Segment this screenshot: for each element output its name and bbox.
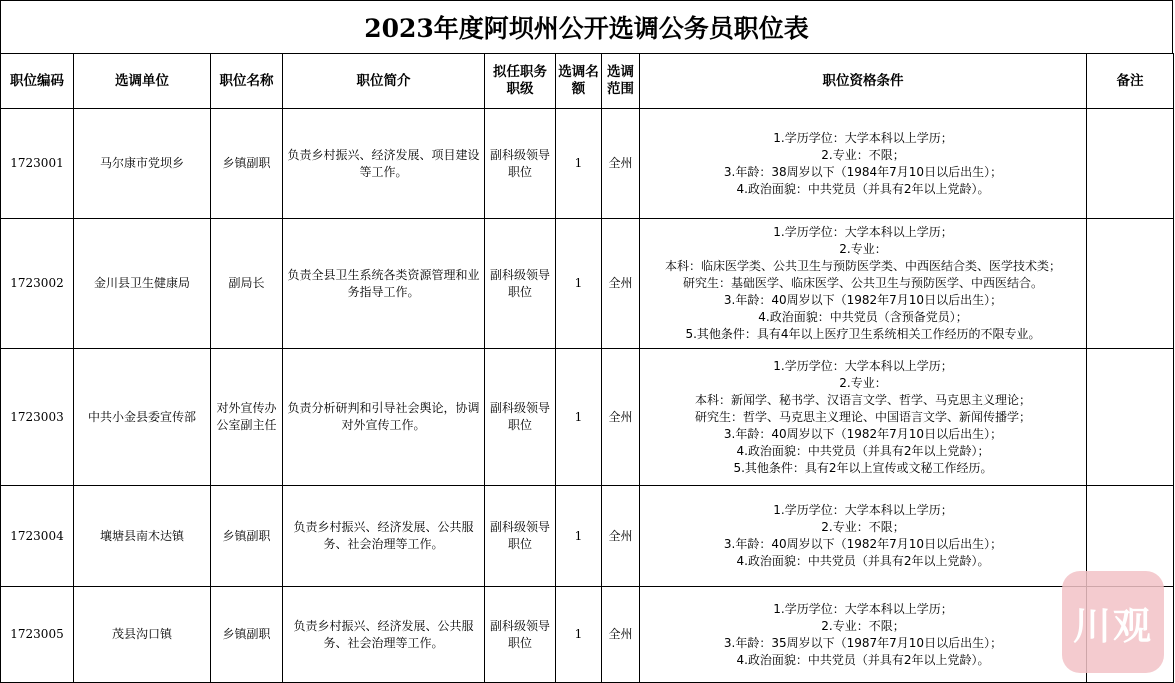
cell-position: 乡镇副职	[211, 109, 283, 219]
cell-code: 1723003	[1, 349, 74, 486]
header-intro: 职位简介	[283, 54, 485, 109]
condition-line: 3.年龄：40周岁以下（1982年7月10日以后出生）；	[723, 426, 1003, 441]
condition-line: 1.学历学位：大学本科以上学历；	[773, 503, 953, 517]
condition-line: 本科：临床医学类、公共卫生与预防医学类、中西医结合类、医学技术类；	[664, 259, 1061, 273]
cell-position: 对外宣传办公室副主任	[211, 349, 283, 486]
condition-line: 2.专业：不限；	[821, 520, 905, 534]
cell-unit: 中共小金县委宣传部	[74, 349, 211, 486]
header-position: 职位名称	[211, 54, 283, 109]
cell-unit: 茂县沟口镇	[74, 587, 211, 683]
cell-intro: 负责乡村振兴、经济发展、公共服务、社会治理等工作。	[283, 587, 485, 683]
table-row	[1, 486, 1174, 587]
condition-line: 3.年龄：40周岁以下（1982年7月10日以后出生）；	[723, 293, 1003, 307]
condition-line: 研究生：哲学、马克思主义理论、中国语言文学、新闻传播学；	[694, 409, 1031, 424]
header-unit: 选调单位	[74, 54, 211, 109]
cell-rank: 副科级领导职位	[485, 349, 556, 486]
condition-line: 1.学历学位：大学本科以上学历；	[773, 601, 953, 616]
condition-line: 1.学历学位：大学本科以上学历；	[773, 130, 953, 145]
cell-scope: 全州	[602, 109, 640, 219]
cell-quota: 1	[556, 587, 602, 683]
cell-conditions	[640, 486, 1087, 587]
cell-code: 1723002	[1, 219, 74, 349]
condition-line: 3.年龄：35周岁以下（1987年7月10日以后出生）；	[723, 635, 1003, 650]
cell-unit: 金川县卫生健康局	[74, 219, 211, 349]
cell-rank: 副科级领导职位	[485, 219, 556, 349]
header-row	[1, 54, 1174, 109]
cell-quota: 1	[556, 109, 602, 219]
cell-rank: 副科级领导职位	[485, 486, 556, 587]
condition-line: 1.学历学位：大学本科以上学历；	[773, 225, 953, 239]
cell-conditions	[640, 219, 1087, 349]
cell-scope: 全州	[602, 587, 640, 683]
cell-code: 1723004	[1, 486, 74, 587]
cell-conditions	[640, 349, 1087, 486]
cell-remark	[1087, 109, 1174, 219]
table-row	[1, 109, 1174, 219]
cell-code: 1723001	[1, 109, 74, 219]
condition-line: 3.年龄：38周岁以下（1984年7月10日以后出生）；	[723, 164, 1003, 179]
cell-intro: 负责全县卫生系统各类资源管理和业务指导工作。	[283, 219, 485, 349]
cell-unit: 壤塘县南木达镇	[74, 486, 211, 587]
cell-rank: 副科级领导职位	[485, 587, 556, 683]
condition-line: 本科：新闻学、秘书学、汉语言文学、哲学、马克思主义理论；	[694, 392, 1031, 407]
condition-line: 5.其他条件：具有2年以上宣传或文秘工作经历。	[733, 460, 993, 475]
header-qualification: 职位资格条件	[640, 54, 1087, 109]
cell-scope: 全州	[602, 219, 640, 349]
table-row	[1, 219, 1174, 349]
position-table	[0, 53, 1174, 683]
condition-line: 2.专业：	[839, 242, 887, 256]
cell-intro: 负责乡村振兴、经济发展、公共服务、社会治理等工作。	[283, 486, 485, 587]
condition-line: 1.学历学位：大学本科以上学历；	[773, 358, 953, 373]
header-code: 职位编码	[1, 54, 74, 109]
watermark-logo: 川观	[1062, 571, 1164, 673]
table-row	[1, 349, 1174, 486]
table-row	[1, 587, 1174, 683]
cell-remark	[1087, 349, 1174, 486]
cell-rank: 副科级领导职位	[485, 109, 556, 219]
condition-line: 2.专业：不限；	[821, 618, 905, 633]
cell-scope: 全州	[602, 486, 640, 587]
cell-intro: 负责乡村振兴、经济发展、项目建设等工作。	[283, 109, 485, 219]
cell-position: 副局长	[211, 219, 283, 349]
cell-conditions	[640, 109, 1087, 219]
cell-scope: 全州	[602, 349, 640, 486]
header-rank: 拟任职务职级	[485, 54, 556, 109]
cell-unit: 马尔康市党坝乡	[74, 109, 211, 219]
header-remark: 备注	[1087, 54, 1174, 109]
cell-quota: 1	[556, 349, 602, 486]
cell-conditions	[640, 587, 1087, 683]
condition-line: 3.年龄：40周岁以下（1982年7月10日以后出生）；	[723, 537, 1003, 551]
condition-line: 4.政治面貌：中共党员（并具有2年以上党龄）；	[736, 443, 990, 458]
cell-remark	[1087, 219, 1174, 349]
cell-quota: 1	[556, 219, 602, 349]
cell-code: 1723005	[1, 587, 74, 683]
condition-line: 4.政治面貌：中共党员（并具有2年以上党龄）。	[736, 554, 990, 568]
condition-line: 2.专业：不限；	[821, 147, 905, 162]
condition-line: 4.政治面貌：中共党员（并具有2年以上党龄）。	[736, 652, 990, 667]
condition-line: 5.其他条件：具有4年以上医疗卫生系统相关工作经历的不限专业。	[685, 327, 1041, 341]
cell-quota: 1	[556, 486, 602, 587]
table-title: 2023年度阿坝州公开选调公务员职位表	[0, 0, 1173, 54]
header-quota: 选调名额	[556, 54, 602, 109]
header-scope: 选调范围	[602, 54, 640, 109]
condition-line: 2.专业：	[839, 375, 887, 390]
condition-line: 研究生：基础医学、临床医学、公共卫生与预防医学、中西医结合。	[682, 276, 1043, 290]
cell-position: 乡镇副职	[211, 587, 283, 683]
cell-intro: 负责分析研判和引导社会舆论，协调对外宣传工作。	[283, 349, 485, 486]
condition-line: 4.政治面貌：中共党员（含预备党员）；	[758, 310, 968, 324]
cell-position: 乡镇副职	[211, 486, 283, 587]
condition-line: 4.政治面貌：中共党员（并具有2年以上党龄）。	[736, 181, 990, 196]
